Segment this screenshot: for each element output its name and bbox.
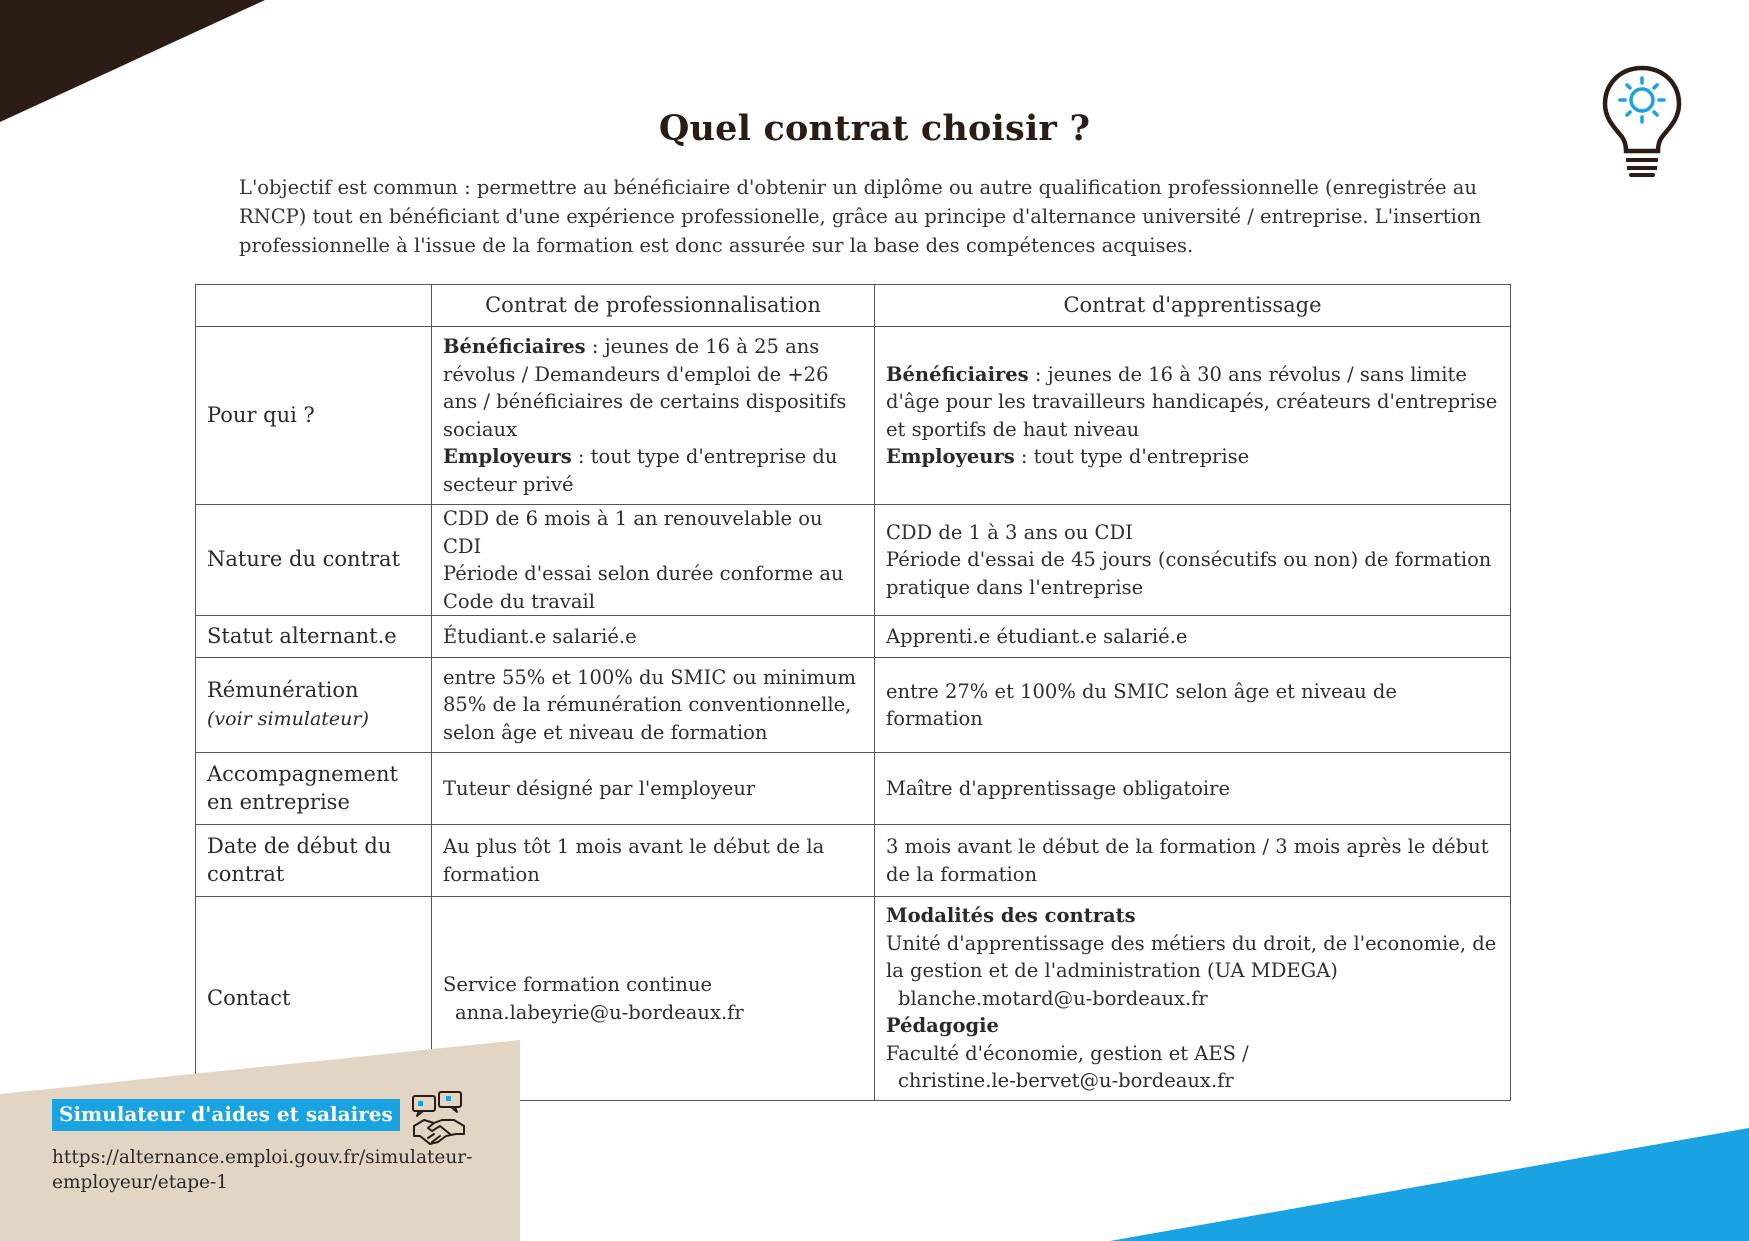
row-label-pour-qui: Pour qui ?: [196, 327, 432, 505]
corner-triangle-top-left: [0, 0, 265, 122]
row-label-accompagnement: Accompagnement en entreprise: [196, 753, 432, 825]
table-row: [196, 658, 1511, 753]
table-row: [196, 753, 1511, 825]
row-label-contact: Contact: [196, 897, 432, 1101]
row-label-date-debut: Date de début du contrat: [196, 825, 432, 897]
row-label-nature: Nature du contrat: [196, 505, 432, 616]
cell-accompagnement-app: Maître d'apprentissage obligatoire: [875, 753, 1511, 825]
cell-contact-app: [875, 897, 1511, 1101]
cell-nature-pro: [432, 505, 875, 616]
nature-pro-line2: Période d'essai selon durée conforme au Code du travail: [443, 562, 844, 613]
nature-app-line2: Période d'essai de 45 jours (consécutifs ou non) de formation pratique dans l'entreprise: [886, 548, 1492, 599]
cell-accompagnement-pro: Tuteur désigné par l'employeur: [432, 753, 875, 825]
employeurs-text: : tout type d'entreprise: [1014, 445, 1250, 468]
cell-remuneration-pro: entre 55% et 100% du SMIC ou minimum 85% de la rémunération conventionnelle, selon âge et niveau de formation: [432, 658, 875, 753]
beneficiaires-label: Bénéficiaires: [443, 335, 586, 358]
contact-email-pro[interactable]: anna.labeyrie@u-bordeaux.fr: [455, 1000, 744, 1024]
table-row: [196, 505, 1511, 616]
table-row: [196, 327, 1511, 505]
simulator-label: Simulateur d'aides et salaires: [52, 1099, 400, 1131]
simulator-link[interactable]: https://alternance.emploi.gouv.fr/simulateur-employeur/etape-1: [52, 1147, 473, 1193]
cell-nature-app: [875, 505, 1511, 616]
row-label-remuneration: [196, 658, 432, 753]
cell-date-debut-app: 3 mois avant le début de la formation / 3 mois après le début de la formation: [875, 825, 1511, 897]
nature-app-line1: CDD de 1 à 3 ans ou CDI: [886, 520, 1133, 544]
cell-pour-qui-pro: [432, 327, 875, 505]
page-title: Quel contrat choisir ?: [658, 108, 1091, 149]
modalites-label: Modalités des contrats: [886, 904, 1136, 928]
beneficiaires-label: Bénéficiaires: [886, 362, 1029, 386]
cell-remuneration-app: entre 27% et 100% du SMIC selon âge et niveau de formation: [875, 658, 1511, 753]
beneficiaires-text: : jeunes de 16 à 30 ans révolus / sans limite d'âge pour les travailleurs handicapés, créateurs d'entreprise et sportifs de haut niveau: [886, 362, 1498, 441]
cell-date-debut-pro: Au plus tôt 1 mois avant le début de la formation: [432, 825, 875, 897]
employeurs-text: : tout type d'entreprise du secteur privé: [443, 445, 838, 496]
remuneration-sub-label: (voir simulateur): [207, 707, 369, 730]
header-apprentissage: Contrat d'apprentissage: [875, 285, 1511, 327]
header-empty: [196, 285, 432, 327]
intro-paragraph: L'objectif est commun : permettre au bénéficiaire d'obtenir un diplôme ou autre qualification professionnelle (enregistrée au RNCP) tout en bénéficiant d'une expérience professionelle, grâce au principe d'alternance université / entreprise. L'insertion professionnelle à l'issue de la formation est donc assurée sur la base des compétences acquises.: [239, 176, 1482, 257]
header-professionnalisation: Contrat de professionnalisation: [432, 285, 875, 327]
nature-pro-line1: CDD de 6 mois à 1 an renouvelable ou CDI: [443, 507, 823, 558]
handshake-chat-icon: [410, 1090, 468, 1146]
contact-service: Service formation continue: [443, 973, 713, 996]
employeurs-label: Employeurs: [886, 445, 1015, 468]
pedagogie-label: Pédagogie: [886, 1014, 999, 1038]
modalites-text: Unité d'apprentissage des métiers du droit, de l'economie, de la gestion et de l'administration (UA MDEGA): [886, 931, 1497, 983]
comparison-table: [195, 284, 1511, 1101]
table-row: [196, 825, 1511, 897]
contact-email-modalites[interactable]: blanche.motard@u-bordeaux.fr: [898, 986, 1208, 1010]
table-header-row: [196, 285, 1511, 327]
employeurs-label: Employeurs: [443, 445, 572, 468]
table-row: [196, 616, 1511, 658]
row-label-statut: Statut alternant.e: [196, 616, 432, 658]
contact-email-pedagogie[interactable]: christine.le-bervet@u-bordeaux.fr: [898, 1069, 1234, 1093]
beneficiaires-text: : jeunes de 16 à 25 ans révolus / Demandeurs d'emploi de +26 ans / bénéficiaires de certains dispositifs sociaux: [443, 335, 847, 441]
pedagogie-text: Faculté d'économie, gestion et AES /: [886, 1041, 1249, 1065]
cell-statut-app: Apprenti.e étudiant.e salarié.e: [875, 616, 1511, 658]
cell-pour-qui-app: [875, 327, 1511, 505]
cell-statut-pro: Étudiant.e salarié.e: [432, 616, 875, 658]
corner-stripe-bottom-right: [1110, 1128, 1749, 1241]
remuneration-label: Rémunération: [207, 678, 359, 702]
